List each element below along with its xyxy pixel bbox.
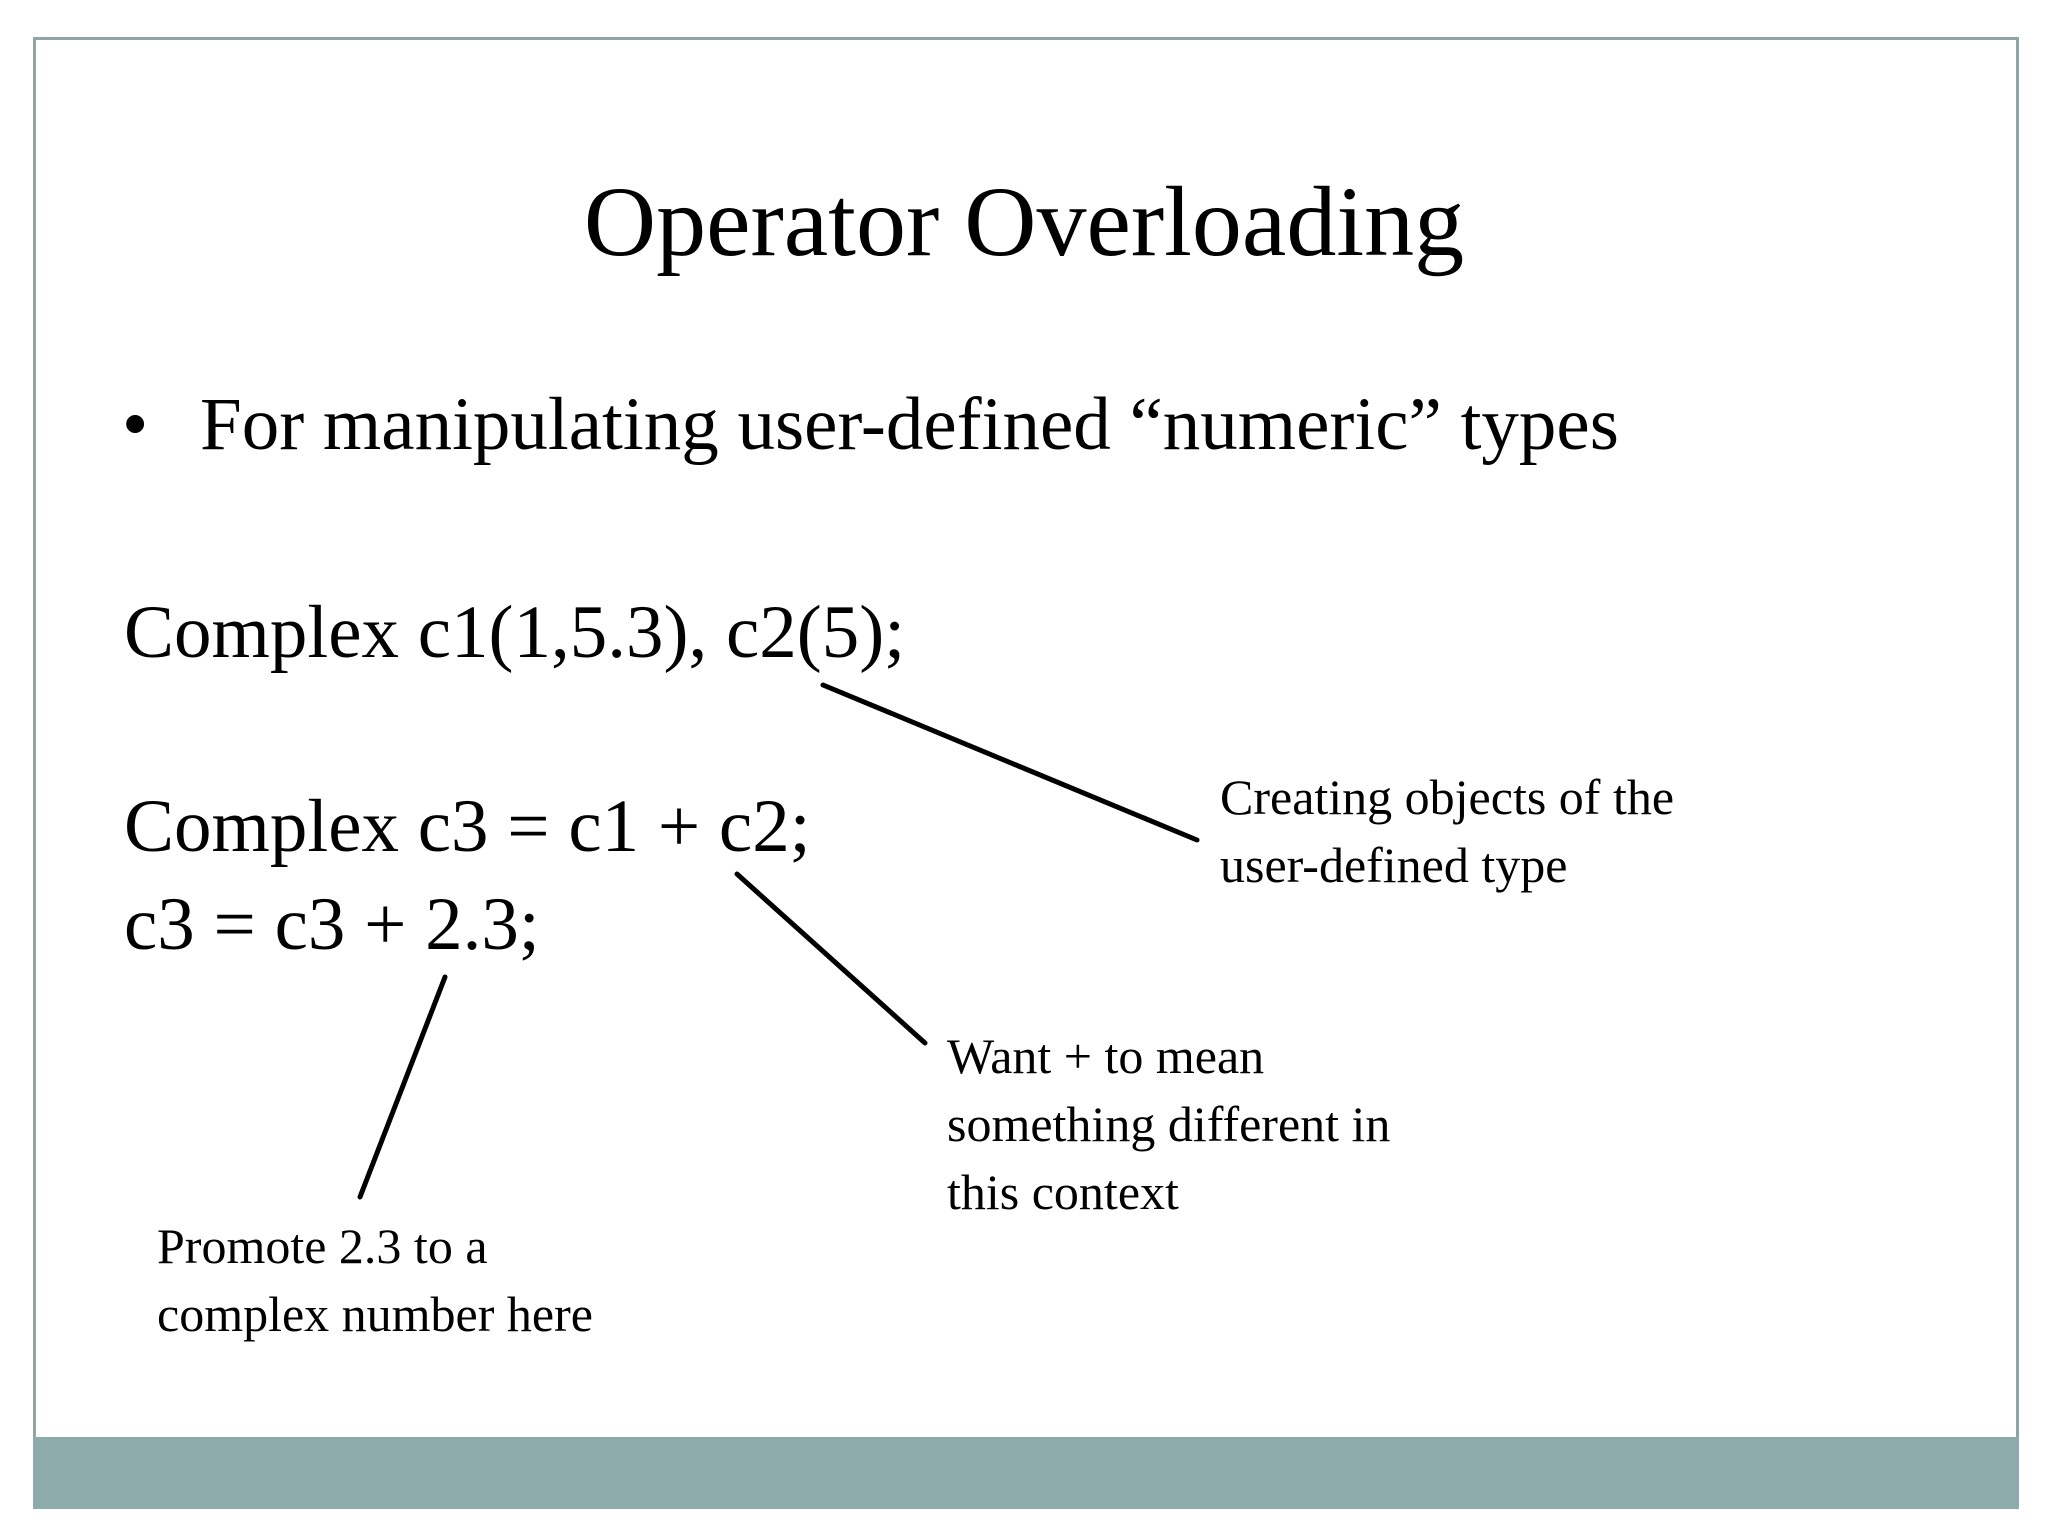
code-line-declare: Complex c1(1,5.3), c2(5); xyxy=(124,591,906,674)
code-line-add: Complex c3 = c1 + c2; xyxy=(124,785,811,868)
connector-line-plus xyxy=(737,874,925,1043)
slide-title: Operator Overloading xyxy=(583,166,1465,277)
connector-line-objects xyxy=(823,685,1197,840)
annotation-line: Want + to mean xyxy=(947,1028,1265,1084)
annotation-line: this context xyxy=(947,1164,1179,1220)
bullet-marker: • xyxy=(122,383,149,466)
annotation-line: user-defined type xyxy=(1220,837,1568,893)
annotation-line: Creating objects of the xyxy=(1220,769,1675,825)
code-line-promote: c3 = c3 + 2.3; xyxy=(124,883,540,966)
annotation-line: something different in xyxy=(947,1096,1391,1152)
annotation-line: Promote 2.3 to a xyxy=(157,1218,488,1274)
bullet-text: For manipulating user-defined “numeric” types xyxy=(200,383,1619,466)
connector-line-promote xyxy=(360,977,445,1197)
annotation-line: complex number here xyxy=(157,1286,593,1342)
